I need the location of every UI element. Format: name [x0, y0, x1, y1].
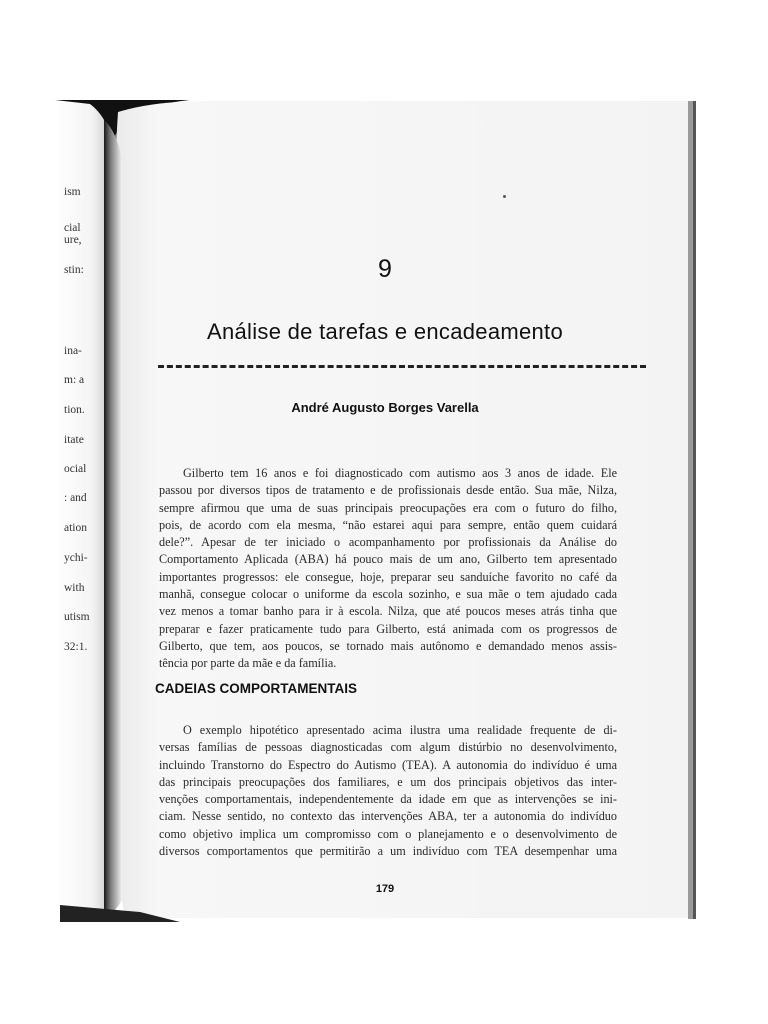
left-page-fragment: m: a [64, 374, 85, 386]
book-page [125, 103, 695, 923]
section-paragraph [159, 722, 617, 860]
text-line: pois, de acordo com ela mesma, “não estarei aqui para sempre, então quem cuidará [159, 517, 617, 532]
text-line: sempre afirmou que uma de suas principais preocupações era com o futuro do filho, [159, 500, 617, 515]
chapter-title: Análise de tarefas e encadeamento [206, 319, 564, 344]
scan-speck [503, 195, 506, 198]
text-line: como objetivo implica um compromisso com o planejamento e o desenvolvimento de [159, 826, 617, 841]
text-line: versas famílias de pessoas diagnosticadas com algum distúrbio no desenvolvimento, [159, 740, 617, 755]
text-line: dele?”. Apesar de ter iniciado o acompanhamento por profissionais da Análise do [159, 535, 617, 550]
text-line: manhã, consegue colocar o uniforme da escola sozinho, e sua mãe o tem ajudado cada [159, 587, 617, 602]
left-page-fragment: tion. [64, 404, 85, 416]
left-page-fragment: itate [64, 434, 84, 446]
text-line: vez menos a tomar banho para ir à escola. Nilza, que até poucos meses atrás tinha que [159, 604, 617, 619]
text-line: incluindo Transtorno do Espectro do Autismo (TEA). A autonomia do indivíduo é uma [159, 757, 617, 772]
title-dashed-rule [158, 365, 646, 368]
left-page-fragment: ocial [64, 463, 87, 475]
text-line: venções comportamentais, independentemente da idade em que as intervenções se ini- [159, 792, 617, 807]
left-page-margin [0, 100, 110, 920]
left-page-fragment: ation [64, 522, 87, 534]
text-line: das principais preocupações dos familiares, e um dos principais objetivos das inter- [159, 774, 617, 789]
left-page-fragment: ure, [64, 234, 82, 246]
chapter-number: 9 [378, 255, 392, 283]
left-page-fragment: ychi- [64, 552, 88, 564]
text-line: Comportamento Aplicada (ABA) há pouco mais de um ano, Gilberto tem apresentado [159, 552, 617, 567]
left-page-fragment: ina- [64, 345, 82, 357]
page-number: 179 [375, 883, 395, 895]
chapter-author: André Augusto Borges Varella [291, 400, 479, 415]
text-line: O exemplo hipotético apresentado acima ilustra uma realidade frequente de di- [183, 723, 617, 737]
text-line: Gilberto tem 16 anos e foi diagnosticado com autismo aos 3 anos de idade. Ele [183, 466, 617, 480]
left-page-fragment: : and [64, 492, 87, 504]
left-page-fragment: utism [64, 611, 90, 623]
text-line: diversos comportamentos que permitirão a um indivíduo com TEA desempenhar uma [159, 844, 617, 859]
left-page-fragment: stin: [64, 264, 84, 276]
text-line: tência por parte da mãe e da família. [159, 656, 337, 671]
intro-paragraph [159, 465, 617, 673]
section-heading: CADEIAS COMPORTAMENTAIS [155, 681, 357, 696]
text-line: preparar e fazer praticamente tudo para Gilberto, está animada com os progressos de [159, 621, 617, 636]
left-page-fragment: cial [64, 222, 81, 234]
text-line: Gilberto, que tem, aos poucos, se tornado mais autônomo e demandado menos assis- [159, 638, 617, 653]
left-page-fragment: with [64, 582, 85, 594]
left-page-fragment: 32:1. [64, 641, 88, 653]
text-line: passou por diversos tipos de tratamento e de profissionais desde então. Sua mãe, Nilza, [159, 483, 617, 498]
text-line: importantes progressos: ele consegue, hoje, preparar seu sanduíche favorito no café da [159, 569, 617, 584]
left-page-fragment: ism [64, 186, 81, 198]
text-line: ciam. Nesse sentido, no contexto das intervenções ABA, ter a autonomia do indivíduo [159, 809, 617, 824]
